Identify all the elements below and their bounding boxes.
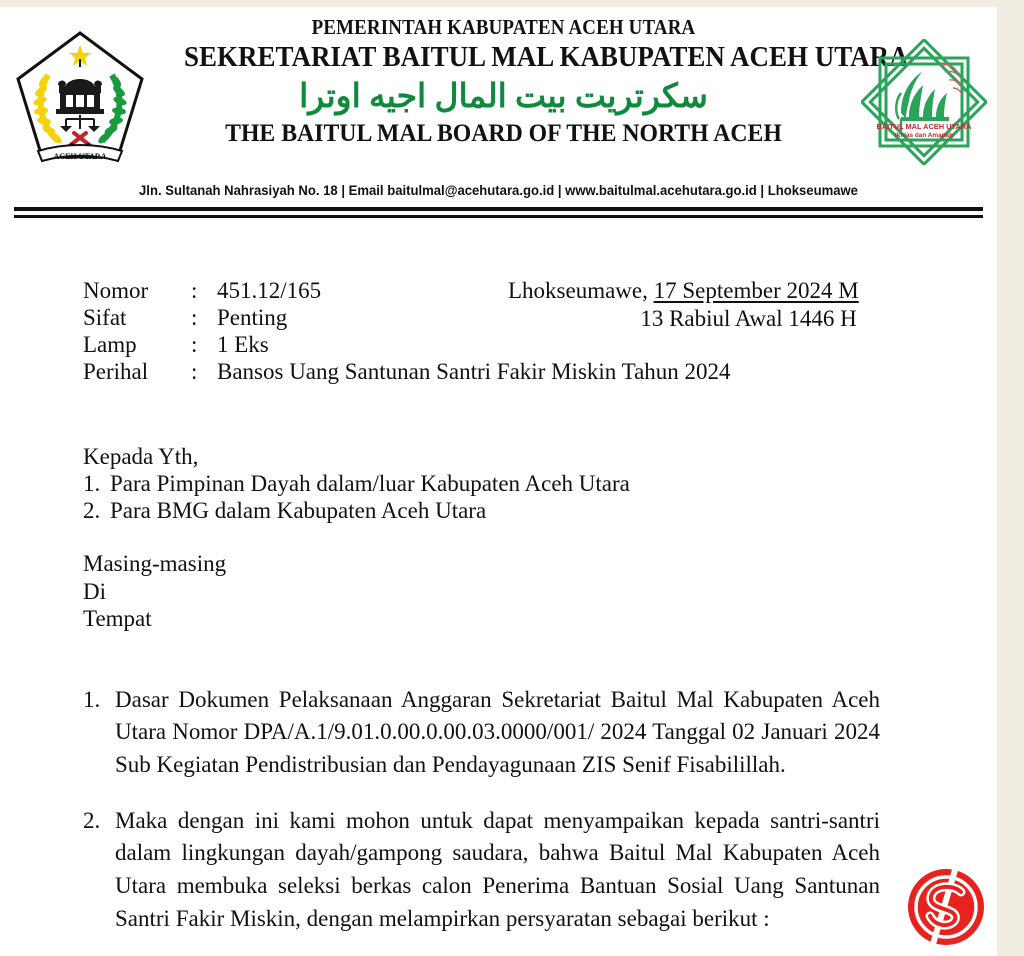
meta-value-lamp: 1 Eks bbox=[217, 332, 269, 358]
meta-row-sifat bbox=[83, 304, 472, 331]
date-gregorian-line bbox=[508, 277, 859, 305]
recipient-list bbox=[83, 470, 997, 524]
header-rule-thin bbox=[14, 215, 983, 218]
aceh-utara-regency-emblem-icon bbox=[14, 29, 146, 169]
meta-colon-nomor: : bbox=[191, 278, 198, 303]
meta-value-nomor: 451.12/165 bbox=[217, 278, 322, 303]
recipient-closing-1: Masing-masing bbox=[83, 551, 227, 577]
logo-title-text: BAITUL MAL ACEH UTARA bbox=[876, 122, 972, 131]
meta-value-perihal bbox=[217, 358, 731, 385]
letterhead bbox=[0, 7, 997, 198]
date-city: Lhokseumawe, bbox=[508, 278, 648, 303]
letterhead-line-government: PEMERINTAH KABUPATEN ACEH UTARA bbox=[311, 15, 696, 39]
recipient-item-1 bbox=[83, 470, 997, 497]
recipient-number-1: 1. bbox=[83, 471, 101, 497]
meta-row-lamp bbox=[83, 331, 472, 358]
meta-label-lamp: Lamp bbox=[83, 332, 137, 358]
recipient-block bbox=[83, 443, 997, 632]
clause-item-1 bbox=[83, 684, 880, 782]
document-page bbox=[0, 7, 997, 956]
recipient-number-2: 2. bbox=[83, 498, 101, 524]
date-hijri: 13 Rabiul Awal 1446 H bbox=[640, 305, 857, 331]
letterhead-line-office: SEKRETARIAT BAITUL MAL KABUPATEN ACEH UTARA bbox=[184, 41, 909, 74]
recipient-text-1: Para Pimpinan Dayah dalam/luar Kabupaten Aceh Utara bbox=[110, 471, 630, 497]
meta-colon-lamp: : bbox=[191, 332, 198, 358]
letterhead-line-english: THE BAITUL MAL BOARD OF THE NORTH ACEH bbox=[225, 120, 782, 148]
subject-text: Bansos Uang Santunan Santri Fakir Miskin Tahun 2024 bbox=[217, 359, 731, 385]
meta-and-date-row bbox=[83, 277, 997, 437]
meta-colon-sifat: : bbox=[191, 305, 198, 331]
meta-row-perihal bbox=[83, 358, 472, 385]
letter-body bbox=[83, 277, 997, 956]
logo-motto-text: Ikhlas dan Amanah bbox=[894, 132, 954, 139]
recipient-spacer bbox=[83, 524, 997, 550]
clause-number-1: 1. bbox=[83, 686, 101, 712]
clause-item-2 bbox=[83, 805, 880, 936]
meta-row-nomor bbox=[83, 277, 472, 304]
meta-value-sifat: Penting bbox=[217, 305, 288, 331]
svg-text:ACEH UTARA: ACEH UTARA bbox=[53, 152, 107, 161]
clause-number-2: 2. bbox=[83, 807, 101, 833]
meta-colon-perihal: : bbox=[191, 359, 198, 385]
letterhead-line-arabic: سكرتريت بيت المال اجيه اوترا bbox=[299, 78, 708, 115]
recipient-closing-3: Tempat bbox=[83, 605, 152, 631]
recipient-heading: Kepada Yth, bbox=[83, 444, 199, 469]
clause-text-1: Dasar Dokumen Pelaksanaan Anggaran Sekretariat Baitul Mal Kabupaten Aceh Utara Nomor DPA/A.1/9.01.0.00.0.00.03.0000/001/ 2024 Tanggal 02 Januari 2024 Sub Kegiatan Pendistribusian dan Pendayagunaan ZIS Senif Fisabilillah. bbox=[115, 686, 880, 778]
date-block bbox=[508, 277, 859, 332]
meta-label-sifat: Sifat bbox=[83, 305, 127, 331]
recipient-closing-2: Di bbox=[83, 578, 106, 604]
recipient-item-2 bbox=[83, 497, 997, 524]
clause-text-2: Maka dengan ini kami mohon untuk dapat menyampaikan kepada santri-santri dalam lingkungan dayah/gampong saudara, bahwa Baitul Mal Kabupaten Aceh Utara membuka seleksi berkas calon Penerima Bantuan Sosial Uang Santunan Santri Fakir Miskin, dengan melampirkan persyaratan sebagai berikut : bbox=[115, 807, 880, 931]
clause-list bbox=[83, 684, 880, 936]
date-gregorian: 17 September 2024 M bbox=[653, 278, 859, 303]
header-rule-thick bbox=[14, 207, 983, 211]
letterhead-titles bbox=[160, 15, 909, 149]
meta-label-nomor: Nomor bbox=[83, 278, 149, 303]
baitul-mal-aceh-utara-logo-icon bbox=[861, 39, 987, 165]
recipient-text-2: Para BMG dalam Kabupaten Aceh Utara bbox=[110, 498, 487, 524]
meta-label-perihal: Perihal bbox=[83, 359, 149, 385]
red-s-monogram-watermark-icon bbox=[903, 864, 989, 950]
letterhead-address: Jln. Sultanah Nahrasiyah No. 18 | Email baitulmal@acehutara.go.id | www.baitulmal.acehutara.go.id | Lhokseumawe bbox=[139, 183, 858, 198]
